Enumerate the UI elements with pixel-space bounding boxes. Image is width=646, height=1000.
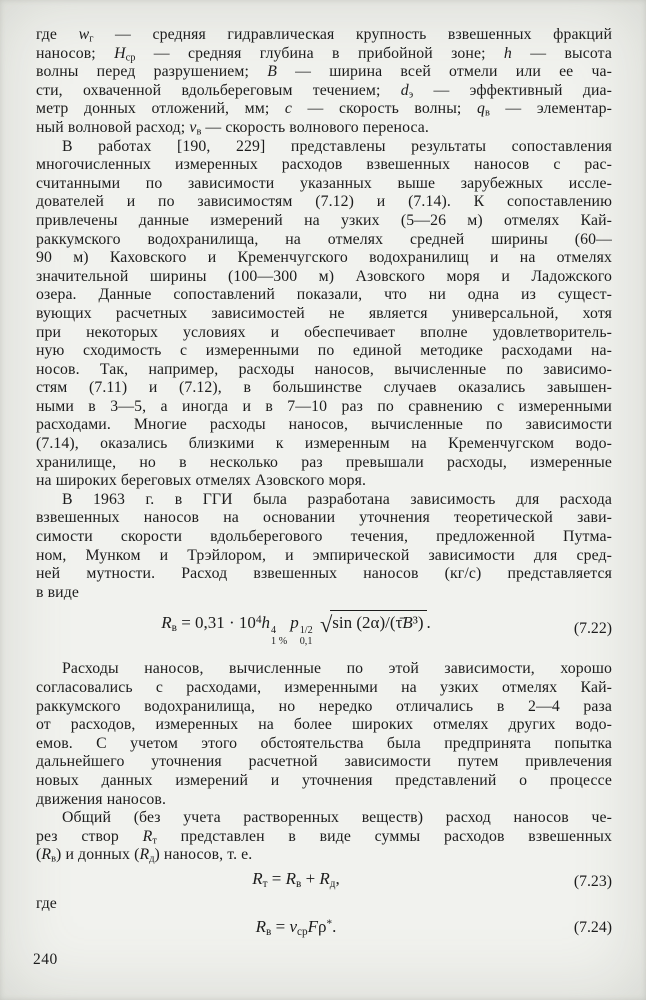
text-line: в виде: [36, 583, 79, 601]
text-line: наносов; $H_{ср}$ — средняя глубина в прибойной зоне; h — высота: [36, 44, 612, 64]
paragraph-results-discussion: [36, 660, 612, 809]
equation-7-24-number: (7.24): [573, 919, 612, 937]
text-line: движения наносов.: [36, 790, 167, 808]
text-line: дальнейшего уточнения расчетной зависимости путем привлечения: [36, 753, 612, 771]
equation-7-23-number: (7.23): [573, 872, 612, 890]
equation-7-23: [36, 869, 612, 895]
text-line: ную сходимость с измеренными по единой методике расходами на-: [36, 342, 612, 360]
text-line: от расходов, измеренных на более широких отмелях других водо-: [36, 716, 612, 734]
text-line: хранилище, но в несколько раз превышали расходы, измеренные: [36, 453, 612, 471]
equation-7-22-number: (7.22): [573, 620, 612, 638]
text-line: согласовались с расходами, измеренными на узких отмелях Кай-: [36, 679, 612, 696]
equation-7-24-formula: $R_в = v_{ср}F\rho^*$.: [255, 917, 337, 939]
text-line: В 1963 г. в ГГИ была разработана зависимость для расхода: [62, 490, 612, 508]
text-line: Общий (без учета растворенных веществ) расход наносов че-: [62, 809, 612, 827]
text-line: расходами. Многие расходы наносов, вычисленные по зависимости: [36, 416, 612, 434]
text-line: озера. Данные сопоставлений показали, что ни одна из сущест-: [36, 286, 612, 304]
page-number: 240: [33, 951, 58, 968]
text-line: В работах [190, 229] представлены результаты сопоставления: [62, 137, 612, 155]
text-line: сти, охваченной вдольбереговым течением; $d_э$ — эффективный диа-: [36, 81, 612, 101]
text-line: взвешенных наносов на основании уточнения теоретической зави-: [36, 509, 612, 527]
text-line: на широких береговых отмелях Азовского моря.: [36, 472, 367, 490]
text-line: при некоторых условиях и обеспечивает вполне удовлетворитель-: [36, 323, 612, 341]
text-line: стям (7.11) и (7.12), в большинстве случаев оказались завышен-: [36, 379, 612, 397]
text-line: метр донных отложений, мм; c — скорость волны; $q_в$ — элементар-: [36, 100, 612, 119]
text-line: симости скорости вдольберегового течения, предложенной Путма-: [36, 528, 612, 546]
paragraph-total-discharge: [36, 809, 612, 865]
text-line: ный волновой расход; $v_в$ — скорость волнового переноса.: [36, 118, 429, 138]
text-line: Расходы наносов, вычисленные по этой зависимости, хорошо: [62, 660, 612, 678]
text-line: считанными по зависимости указанных выше зарубежных иссле-: [36, 174, 612, 192]
text-line: многочисленных измеренных расходов взвешенных наносов с рас-: [36, 156, 612, 174]
text-line: вующих расчетных зависимостей не является универсальной, хотя: [36, 304, 612, 322]
text-line: дователей и по зависимостям (7.12) и (7.14). К сопоставлению: [36, 193, 612, 211]
text-line: раккумского водохранилища, на отмелях средней ширины (60—: [36, 230, 612, 248]
equation-7-23-formula: $R_т = R_в + R_д$,: [252, 869, 340, 891]
text-line: рез створ $R_т$ представлен в виде суммы расходов взвешенных: [36, 827, 612, 847]
text-line: (7.14), оказались близкими к измеренным на Кременчугском водо-: [36, 435, 612, 453]
text-line: ными в 3—5, а иногда и в 7—10 раз по сравнению с измеренными: [36, 397, 612, 415]
text-line: ней мутности. Расход взвешенных наносов (кг/с) представляется: [36, 565, 612, 583]
where-label: где: [36, 894, 57, 912]
text-line: $(R_в)$ и донных $(R_д)$ наносов, т. е.: [36, 846, 253, 865]
text-line: волны перед разрушением; B — ширина всей отмели или ее ча-: [36, 63, 612, 81]
equation-7-24: [36, 916, 612, 942]
text-line: носов. Так, например, расходы наносов, вычисленные по зависимо-: [36, 360, 612, 378]
text-line: значительной ширины (100—300 м) Азовского моря и Ладожского: [36, 267, 612, 285]
text-line: новых данных измерений и уточнения представлений о процессе: [36, 771, 612, 789]
text-line: раккумского водохранилища, но нередко отличались в 2—4 раза: [36, 697, 612, 715]
text-line: ном, Мунком и Трэйлором, и эмпирической зависимости для сред-: [36, 546, 612, 564]
paragraph-ggi-1963: [36, 491, 612, 603]
equation-7-22-formula: $R_в = 0,31 \cdot 10^4h$ 4 1 % p 1/2 0,1 √sin (2α)/(τ̄B³) .: [161, 611, 431, 648]
text-line: емов. С учетом этого обстоятельства была предпринята попытка: [36, 734, 612, 752]
paragraph-where-definitions: [36, 26, 612, 138]
text-line: 90 м) Каховского и Кременчугского водохранилищ и на отмелях: [36, 249, 612, 267]
text-line: где $w_г$ — средняя гидравлическая крупность взвешенных фракций: [36, 26, 612, 45]
equation-7-22: [36, 610, 612, 648]
paragraph-comparison-studies: [36, 138, 612, 491]
text-line: привлечены данные измерений на узких (5—26 м) отмелях Кай-: [36, 211, 612, 229]
